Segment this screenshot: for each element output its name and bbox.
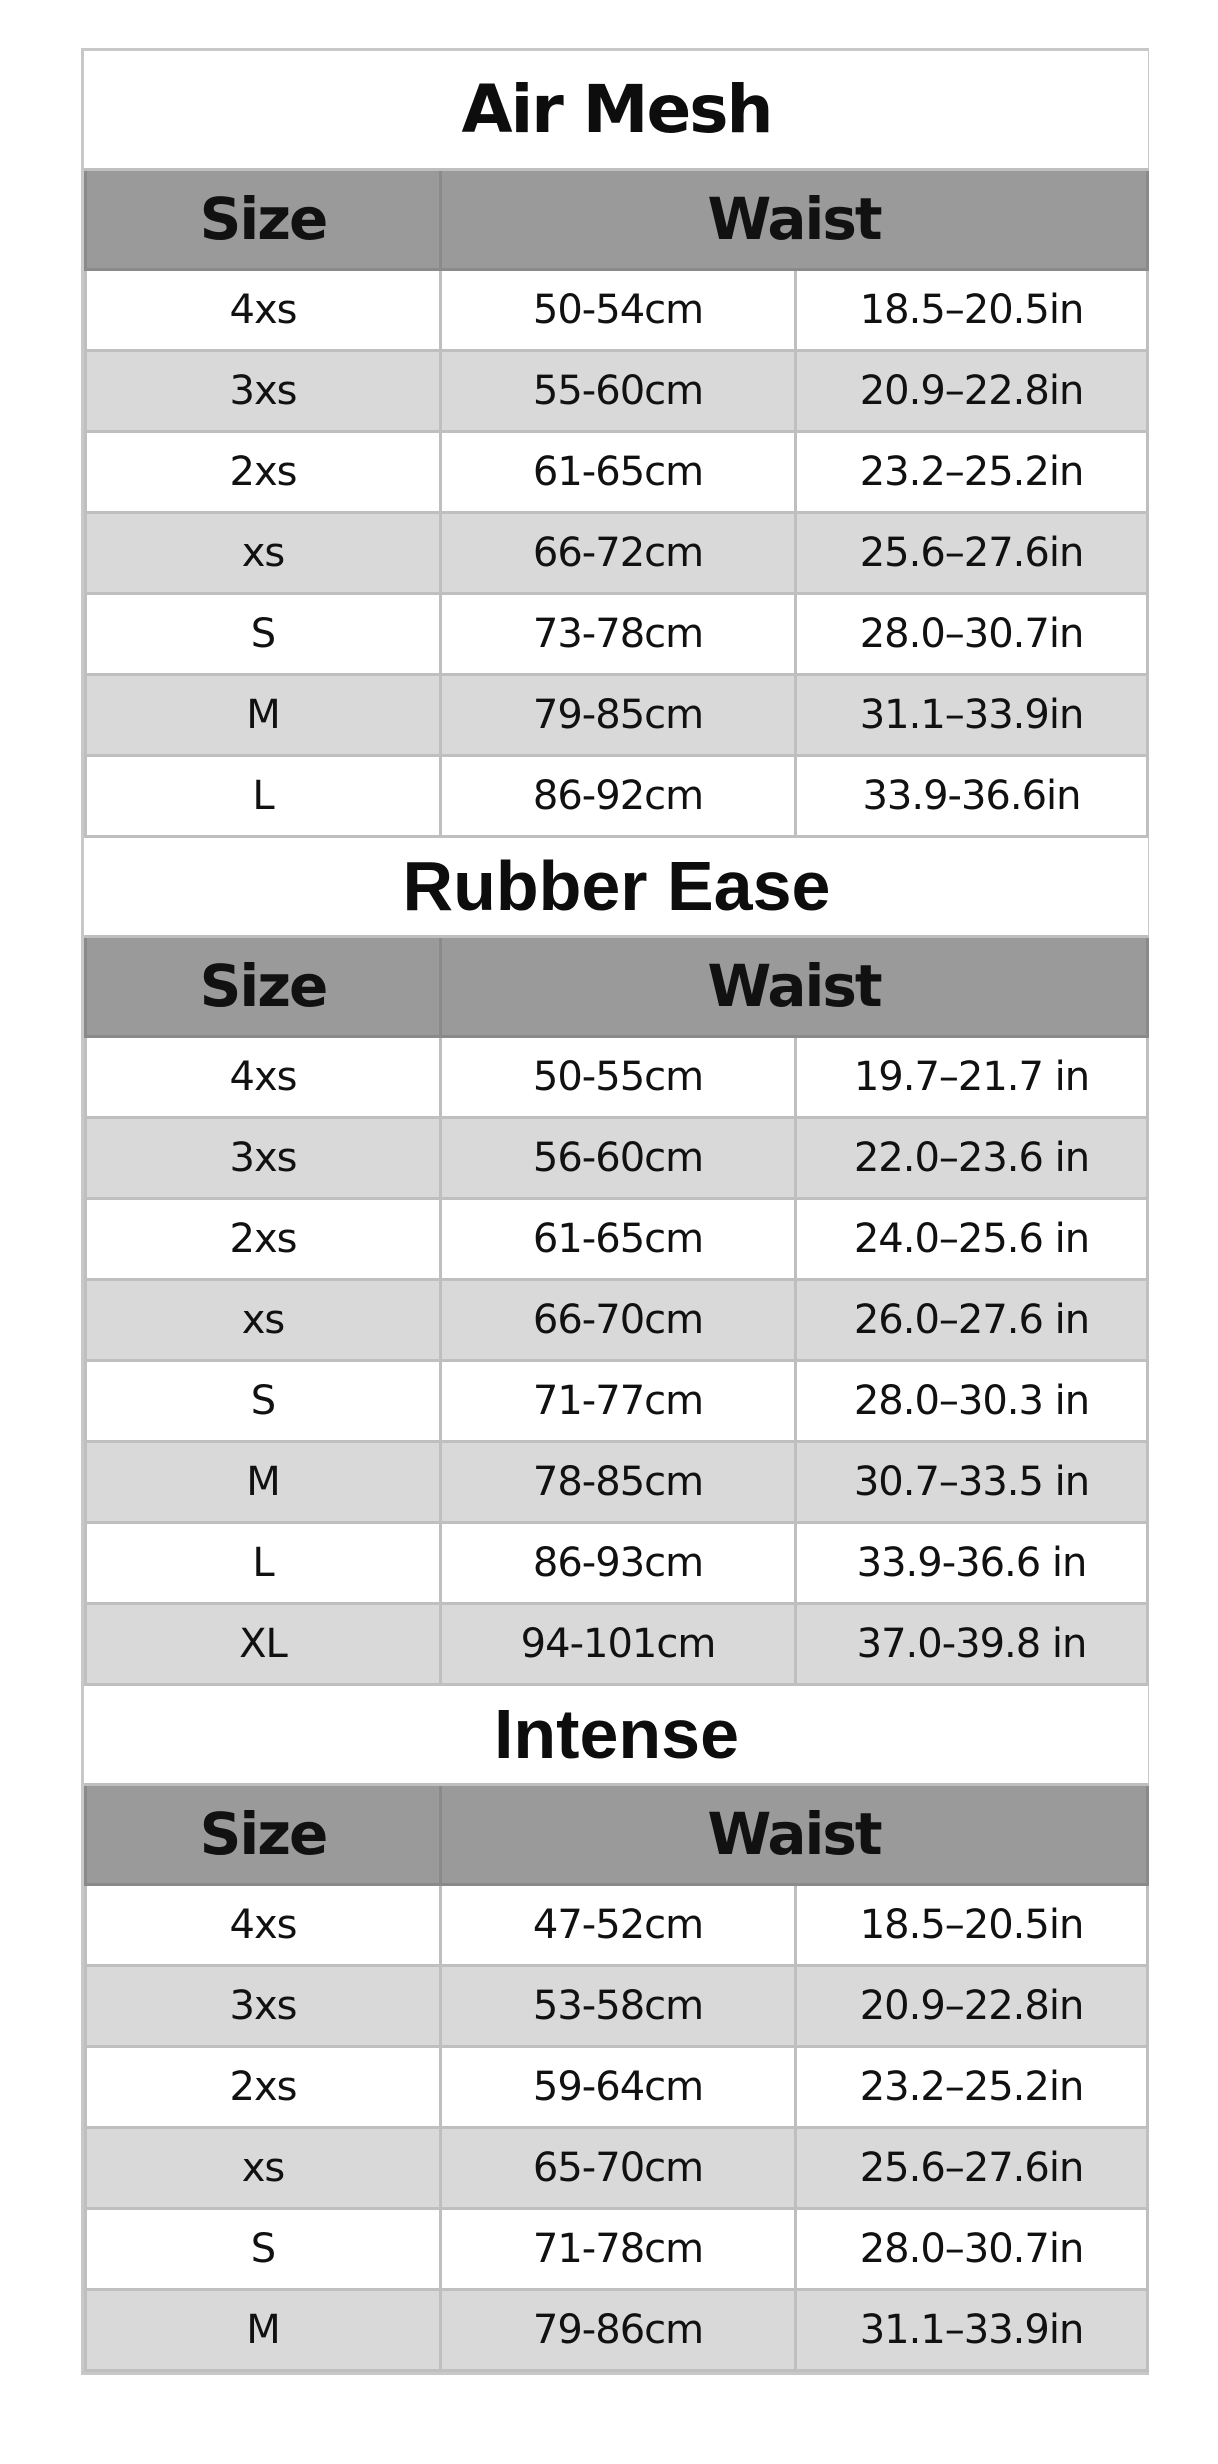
waist-in-cell: 18.5–20.5in xyxy=(796,269,1148,350)
size-cell: 4xs xyxy=(86,1036,441,1117)
table-row xyxy=(86,2046,1148,2127)
size-cell: 2xs xyxy=(86,2046,441,2127)
air-mesh-header-row xyxy=(86,169,1148,269)
waist-in-cell: 22.0–23.6 in xyxy=(796,1117,1148,1198)
waist-cm-cell: 65-70cm xyxy=(441,2127,796,2208)
table-row xyxy=(86,1884,1148,1965)
size-cell: 4xs xyxy=(86,1884,441,1965)
air-mesh-title-row xyxy=(86,51,1148,169)
size-cell: 2xs xyxy=(86,1198,441,1279)
waist-cm-cell: 66-72cm xyxy=(441,512,796,593)
size-cell: 3xs xyxy=(86,350,441,431)
waist-cm-cell: 86-92cm xyxy=(441,755,796,836)
waist-in-cell: 30.7–33.5 in xyxy=(796,1441,1148,1522)
table-row xyxy=(86,755,1148,836)
waist-cm-cell: 66-70cm xyxy=(441,1279,796,1360)
rubber-ease-title-row xyxy=(86,836,1148,936)
waist-in-cell: 31.1–33.9in xyxy=(796,674,1148,755)
waist-in-cell: 33.9-36.6in xyxy=(796,755,1148,836)
size-column-header: Size xyxy=(86,169,441,269)
waist-in-cell: 37.0-39.8 in xyxy=(796,1603,1148,1684)
waist-cm-cell: 86-93cm xyxy=(441,1522,796,1603)
size-cell: L xyxy=(86,1522,441,1603)
waist-cm-cell: 78-85cm xyxy=(441,1441,796,1522)
waist-cm-cell: 55-60cm xyxy=(441,350,796,431)
size-cell: 3xs xyxy=(86,1117,441,1198)
table-row xyxy=(86,350,1148,431)
size-cell: 2xs xyxy=(86,431,441,512)
table-row xyxy=(86,269,1148,350)
size-cell: xs xyxy=(86,2127,441,2208)
waist-cm-cell: 50-54cm xyxy=(441,269,796,350)
size-chart-table xyxy=(84,51,1149,2372)
waist-in-cell: 28.0–30.7in xyxy=(796,593,1148,674)
intense-title-row xyxy=(86,1684,1148,1784)
size-column-header: Size xyxy=(86,1784,441,1884)
waist-in-cell: 23.2–25.2in xyxy=(796,2046,1148,2127)
waist-cm-cell: 47-52cm xyxy=(441,1884,796,1965)
waist-cm-cell: 71-77cm xyxy=(441,1360,796,1441)
table-row xyxy=(86,1117,1148,1198)
table-row xyxy=(86,593,1148,674)
waist-in-cell: 33.9-36.6 in xyxy=(796,1522,1148,1603)
rubber-ease-title: Rubber Ease xyxy=(86,836,1148,936)
size-cell: XL xyxy=(86,1603,441,1684)
table-row xyxy=(86,2289,1148,2370)
size-cell: M xyxy=(86,2289,441,2370)
waist-column-header: Waist xyxy=(441,936,1148,1036)
waist-in-cell: 26.0–27.6 in xyxy=(796,1279,1148,1360)
waist-in-cell: 31.1–33.9in xyxy=(796,2289,1148,2370)
size-cell: S xyxy=(86,593,441,674)
waist-cm-cell: 53-58cm xyxy=(441,1965,796,2046)
table-row xyxy=(86,2208,1148,2289)
waist-in-cell: 18.5–20.5in xyxy=(796,1884,1148,1965)
waist-cm-cell: 79-85cm xyxy=(441,674,796,755)
size-cell: S xyxy=(86,1360,441,1441)
waist-in-cell: 20.9–22.8in xyxy=(796,1965,1148,2046)
waist-in-cell: 24.0–25.6 in xyxy=(796,1198,1148,1279)
table-row xyxy=(86,1965,1148,2046)
waist-in-cell: 28.0–30.7in xyxy=(796,2208,1148,2289)
size-cell: M xyxy=(86,674,441,755)
table-row xyxy=(86,512,1148,593)
intense-title: Intense xyxy=(86,1684,1148,1784)
table-row xyxy=(86,1522,1148,1603)
waist-in-cell: 25.6–27.6in xyxy=(796,2127,1148,2208)
size-cell: S xyxy=(86,2208,441,2289)
waist-in-cell: 23.2–25.2in xyxy=(796,431,1148,512)
table-row xyxy=(86,1036,1148,1117)
table-row xyxy=(86,674,1148,755)
waist-in-cell: 19.7–21.7 in xyxy=(796,1036,1148,1117)
size-column-header: Size xyxy=(86,936,441,1036)
rubber-ease-header-row xyxy=(86,936,1148,1036)
waist-cm-cell: 59-64cm xyxy=(441,2046,796,2127)
waist-cm-cell: 73-78cm xyxy=(441,593,796,674)
waist-cm-cell: 56-60cm xyxy=(441,1117,796,1198)
waist-cm-cell: 94-101cm xyxy=(441,1603,796,1684)
table-row xyxy=(86,1279,1148,1360)
air-mesh-title: Air Mesh xyxy=(86,51,1148,169)
size-cell: M xyxy=(86,1441,441,1522)
waist-cm-cell: 79-86cm xyxy=(441,2289,796,2370)
size-cell: xs xyxy=(86,1279,441,1360)
table-row xyxy=(86,1603,1148,1684)
waist-column-header: Waist xyxy=(441,169,1148,269)
waist-in-cell: 25.6–27.6in xyxy=(796,512,1148,593)
waist-in-cell: 20.9–22.8in xyxy=(796,350,1148,431)
waist-cm-cell: 50-55cm xyxy=(441,1036,796,1117)
size-cell: xs xyxy=(86,512,441,593)
table-row xyxy=(86,1441,1148,1522)
waist-column-header: Waist xyxy=(441,1784,1148,1884)
table-row xyxy=(86,1198,1148,1279)
table-row xyxy=(86,2127,1148,2208)
size-chart xyxy=(81,48,1149,2375)
waist-cm-cell: 61-65cm xyxy=(441,431,796,512)
waist-in-cell: 28.0–30.3 in xyxy=(796,1360,1148,1441)
table-row xyxy=(86,431,1148,512)
waist-cm-cell: 61-65cm xyxy=(441,1198,796,1279)
waist-cm-cell: 71-78cm xyxy=(441,2208,796,2289)
size-cell: 3xs xyxy=(86,1965,441,2046)
size-cell: 4xs xyxy=(86,269,441,350)
intense-header-row xyxy=(86,1784,1148,1884)
size-cell: L xyxy=(86,755,441,836)
table-row xyxy=(86,1360,1148,1441)
